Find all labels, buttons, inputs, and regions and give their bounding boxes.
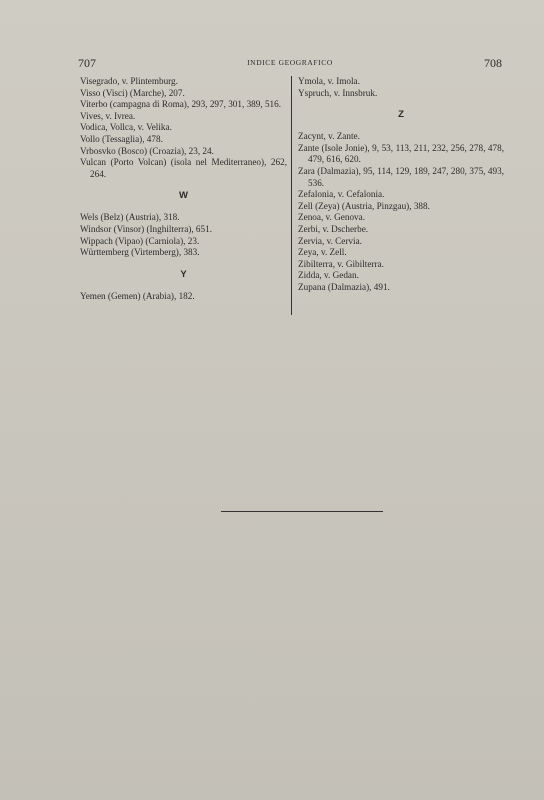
right-column bbox=[298, 76, 504, 294]
index-entry: Yspruch, v. Innsbruk. bbox=[298, 87, 378, 98]
index-entry: Zeya, v. Zell. bbox=[298, 247, 347, 258]
section-letter-w: W bbox=[179, 190, 188, 202]
index-entry: Visegrado, v. Plintemburg. bbox=[80, 76, 178, 86]
index-entry: Vollo (Tessaglia), 478. bbox=[80, 133, 163, 144]
running-title: INDICE GEOGRAFICO bbox=[247, 58, 333, 67]
index-entry: Zibilterra, v. Gibilterra. bbox=[298, 258, 384, 269]
index-entry: Viterbo (campagna di Roma), 293, 297, 301, 389, 516. bbox=[80, 99, 282, 110]
index-entry: Zervia, v. Cervia. bbox=[298, 235, 362, 246]
page-number-left: 707 bbox=[78, 56, 96, 70]
index-entry: Zupana (Dalmazia), 491. bbox=[298, 281, 390, 292]
page-header bbox=[78, 56, 502, 72]
index-entry: Yemen (Gemen) (Arabia), 182. bbox=[80, 290, 195, 301]
section-letter-y: Y bbox=[180, 268, 187, 280]
index-entry: Vives, v. Ivrea. bbox=[80, 110, 136, 121]
index-entry: Zell (Zeya) (Austria, Pinzgau), 388. bbox=[298, 200, 430, 211]
left-column bbox=[80, 76, 287, 302]
index-entry: Vrbosvko (Bosco) (Croazia), 23, 24. bbox=[80, 145, 214, 156]
index-entry: Wippach (Vipao) (Carniola), 23. bbox=[80, 235, 200, 246]
index-entry: Zerbi, v. Dscherbe. bbox=[298, 223, 369, 234]
index-entry: Visso (Visci) (Marche), 207. bbox=[80, 87, 185, 98]
index-entry: Vodica, Vollca, v. Velika. bbox=[80, 122, 172, 133]
index-entry: Wels (Belz) (Austria), 318. bbox=[80, 212, 180, 223]
section-letter-z: Z bbox=[398, 109, 404, 121]
index-entry: Windsor (Vinsor) (Inghilterra), 651. bbox=[80, 223, 213, 234]
index-entry: Zidda, v. Gedan. bbox=[298, 270, 359, 281]
end-rule bbox=[221, 511, 383, 512]
index-entry: Württemberg (Virtemberg), 383. bbox=[80, 247, 200, 258]
column-divider bbox=[291, 76, 292, 315]
index-entry: Zefalonia, v. Cefalonia. bbox=[298, 189, 385, 200]
index-entry: Zante (Isole Jonie), 9, 53, 113, 211, 232, 256, 278, 478, 479, 616, 620. bbox=[298, 142, 504, 165]
page-number-right: 708 bbox=[484, 56, 502, 70]
index-entry: Zenoa, v. Genova. bbox=[298, 212, 366, 223]
index-entry: Vulcan (Porto Volcan) (isola nel Mediterraneo), 262, 264. bbox=[80, 157, 287, 179]
index-entry: Zacynt, v. Zante. bbox=[298, 131, 360, 142]
index-entry: Ymola, v. Imola. bbox=[298, 76, 360, 86]
index-entry: Zara (Dalmazia), 95, 114, 129, 189, 247, 280, 375, 493, 536. bbox=[298, 165, 504, 188]
